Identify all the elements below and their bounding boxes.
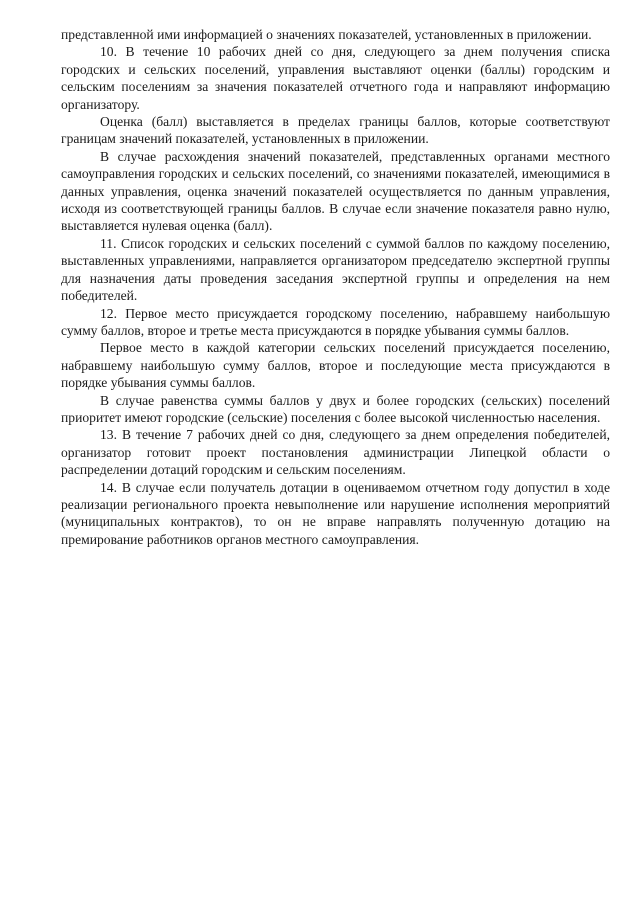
paragraph-item-11: 11. Список городских и сельских поселений с суммой баллов по каждому поселению, выставленных управлениями, направляется организатором председателю экспертной группы для назначения даты проведения заседания экспертной группы и определения на нем победителей. [61,235,610,304]
paragraph-tie-rule: В случае равенства суммы баллов у двух и более городских (сельских) поселений приоритет имеют городские (сельские) поселения с более высокой численностью населения. [61,392,610,425]
document-body [61,26,610,548]
paragraph-item-13: 13. В течение 7 рабочих дней со дня, следующего за днем определения победителей, организатор готовит проект постановления администрации Липецкой области о распределении дотаций городским и сельским поселениям. [61,427,610,478]
paragraph-item-12: 12. Первое место присуждается городскому поселению, набравшему наибольшую сумму баллов, второе и третье места присуждаются в порядке убывания суммы баллов. [61,305,610,338]
paragraph-item-14: 14. В случае если получатель дотации в оцениваемом отчетном году допустил в ходе реализации регионального проекта невыполнение или нарушение исполнения мероприятий (муниципальных контрактов), то он не вправе направлять полученную дотацию на премирование работников органов местного самоуправления. [61,479,610,547]
paragraph-continuation: представленной ими информацией о значениях показателей, установленных в приложении. [61,27,592,42]
paragraph-score-bounds: Оценка (балл) выставляется в пределах границы баллов, которые соответствуют границам значений показателей, установленных в приложении. [61,114,610,147]
paragraph-item-10: 10. В течение 10 рабочих дней со дня, следующего за днем получения списка городских и сельских поселений, управления выставляют оценки (баллы) городским и сельским поселениям за значения показателей отчетного года и направляют информацию организатору. [61,44,610,112]
paragraph-rural-first-place: Первое место в каждой категории сельских поселений присуждается поселению, набравшему наибольшую сумму баллов, второе и последующие места присуждаются в порядке убывания суммы баллов. [61,340,610,391]
paragraph-discrepancy: В случае расхождения значений показателей, представленных органами местного самоуправления городских и сельских поселений, со значениями показателей, имеющимися в данных управления, оценка значений показателей осуществляется по данным управления, исходя из соответствующей границы баллов. В случае если значение показателя равно нулю, выставляется нулевая оценка (балл). [61,148,610,234]
